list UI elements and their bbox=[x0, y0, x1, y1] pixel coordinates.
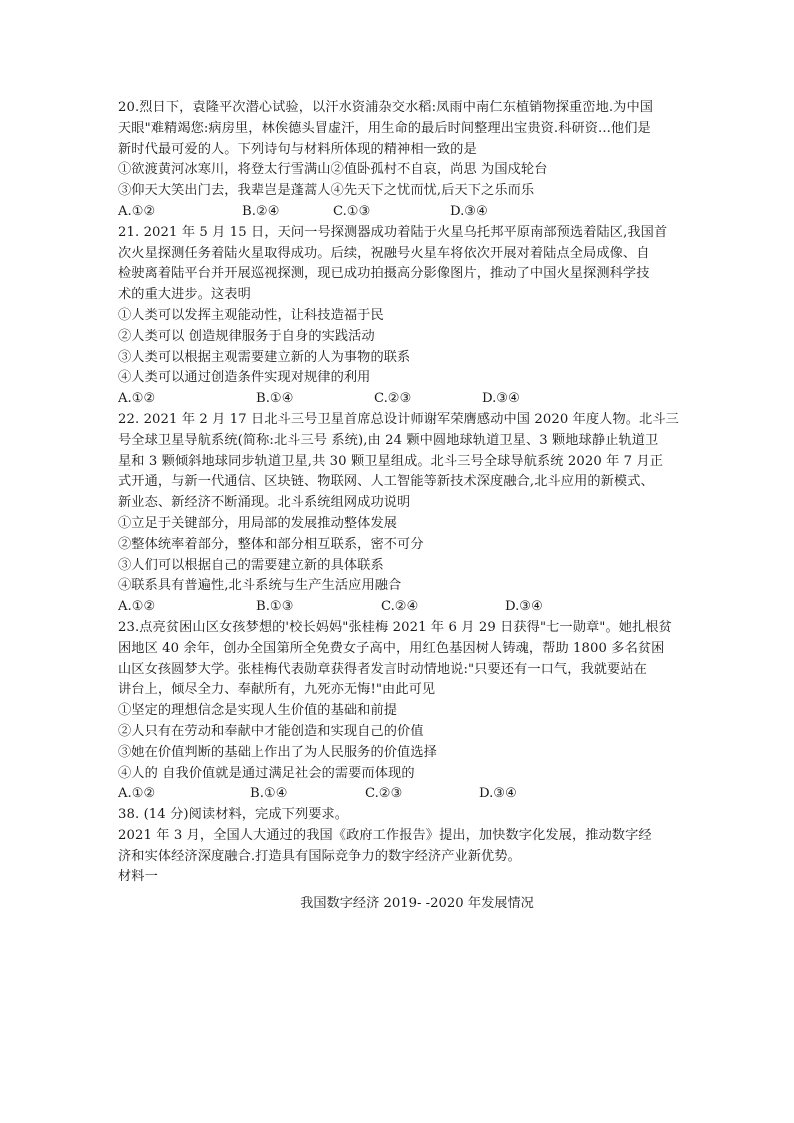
question-20-options bbox=[118, 202, 680, 223]
question-20-line: 天眼"难精竭您:病房里，林俟德头冒虚汗，用生命的最后时间整理出宝贵资.科研资...他们是 bbox=[118, 120, 651, 136]
question-38-heading: 38. (14 分)阅读材料，完成下列要求。 bbox=[118, 807, 349, 823]
question-22-line: ④联系具有普遍性,北斗系统与生产生活应用融合 bbox=[118, 578, 402, 594]
option-a[interactable]: A.①② bbox=[118, 599, 156, 615]
material-caption: 我国数字经济 2019- -2020 年发展情况 bbox=[300, 896, 534, 912]
option-c[interactable]: C.①③ bbox=[333, 203, 371, 219]
question-22-line: 22. 2021 年 2 月 17 日北斗三号卫星首席总设计师谢军荣膺感动中国 2020 年度人物。北斗三 bbox=[118, 411, 679, 427]
question-23-line: 山区女孩圆梦大学。张桂梅代表勋章获得者发言时动情地说:"只要还有一口气，我就要站在 bbox=[118, 661, 647, 677]
question-22-line: ③人们可以根据自己的需要建立新的具体联系 bbox=[118, 557, 384, 573]
material-label: 材料一 bbox=[118, 869, 158, 885]
option-d[interactable]: D.③④ bbox=[482, 391, 520, 407]
question-38-line: 2021 年 3 月，全国人大通过的我国《政府工作报告》提出，加快数字化发展，推动数字经 bbox=[118, 827, 652, 843]
option-d[interactable]: D.③④ bbox=[450, 203, 488, 219]
option-c[interactable]: C.②③ bbox=[374, 391, 412, 407]
question-22-line: 式开通，与新一代通信、区块链、物联网、人工智能等新技术深度融合,北斗应用的新模式、 bbox=[118, 474, 654, 490]
option-b[interactable]: B.①④ bbox=[256, 391, 294, 407]
question-22-line: ①立足于关键部分，用局部的发展推动整体发展 bbox=[118, 515, 398, 531]
question-22-options bbox=[118, 597, 680, 618]
question-22 bbox=[118, 410, 680, 618]
option-d[interactable]: D.③④ bbox=[479, 786, 517, 802]
question-20-line: ①欲渡黄河冰寒川，将登太行雪满山②值卧孤村不自哀，尚思 为国戍轮台 bbox=[118, 162, 548, 178]
question-22-line: 新业态、新经济不断涌现。北斗系统组网成功说明 bbox=[118, 495, 411, 511]
question-23-options bbox=[118, 784, 680, 805]
option-a[interactable]: A.①② bbox=[118, 391, 156, 407]
option-a[interactable]: A.①② bbox=[118, 203, 156, 219]
question-20-line: 20.烈日下，袁隆平次潜心试验，以汗水资浦杂交水稻:凤雨中南仁东植销物探重峦地.为中国 bbox=[118, 100, 654, 115]
question-23-line: 讲台上，倾尽全力、奉献所有，九死亦无悔!"由此可见 bbox=[118, 682, 436, 698]
question-23-line: ②人只有在劳动和奉献中才能创造和实现自己的价值 bbox=[118, 723, 424, 739]
question-21-line: ①人类可以发挥主观能动性，让科技造福于民 bbox=[118, 307, 384, 323]
question-38 bbox=[118, 805, 680, 915]
option-b[interactable]: B.①④ bbox=[250, 786, 288, 802]
question-22-line: 星和 3 颗倾斜地球同步轨道卫星,共 30 颗卫星组成。北斗三号全球导航系统 2020 年 7 月正 bbox=[118, 453, 664, 469]
question-21-line: ③人类可以根据主观需要建立新的人为事物的联系 bbox=[118, 349, 411, 365]
question-23-line: 困地区 40 余年，创办全国第所全免费女子高中，用红色基因树人铸魂，帮助 1800 多名贫困 bbox=[118, 640, 665, 656]
option-b[interactable]: B.②④ bbox=[242, 203, 280, 219]
question-22-line: ②整体统率着部分，整体和部分相互联系，密不可分 bbox=[118, 536, 424, 552]
question-21-line: 检驶离着陆平台并开展巡视探测，现已成功拍摄高分影像图片，推动了中国火星探测科学技 bbox=[118, 266, 650, 282]
option-c[interactable]: C.②③ bbox=[365, 786, 403, 802]
question-23 bbox=[118, 618, 680, 805]
question-20-line: ③仰天大笑出门去，我辈岂是蓬蒿人④先天下之忧而忧,后天下之乐而乐 bbox=[118, 183, 535, 199]
question-20-line: 新时代最可爱的人。下列诗句与材料所体现的精神相一致的是 bbox=[118, 141, 477, 157]
option-d[interactable]: D.③④ bbox=[505, 599, 543, 615]
question-21-line: 术的重大进步。这表明 bbox=[118, 287, 251, 303]
question-22-line: 号全球卫星导航系统(简称:北斗三号 系统),由 24 颗中圆地球轨道卫星、3 颗地球静止轨道卫 bbox=[118, 432, 659, 448]
question-23-line: ④人的 自我价值就是通过满足社会的需要而体现的 bbox=[118, 765, 415, 781]
question-21-line: 次火星探测任务着陆火星取得成功。后续，祝融号火星车将依次开展对着陆点全局成像、自 bbox=[118, 245, 650, 261]
question-21-line: ④人类可以通过创造条件实现对规律的利用 bbox=[118, 370, 371, 386]
exam-page bbox=[118, 98, 680, 915]
question-21-line: ②人类可以 创造规律服务于自身的实践活动 bbox=[118, 328, 375, 344]
option-b[interactable]: B.①③ bbox=[256, 599, 294, 615]
question-20 bbox=[118, 98, 680, 223]
question-21 bbox=[118, 223, 680, 410]
question-38-line: 济和实体经济深度融合.打造具有国际竞争力的数字经济产业新优势。 bbox=[118, 848, 521, 864]
option-a[interactable]: A.①② bbox=[118, 786, 156, 802]
option-c[interactable]: C.②④ bbox=[381, 599, 419, 615]
question-23-line: ③她在价值判断的基础上作出了为人民服务的价值选择 bbox=[118, 744, 437, 760]
question-23-line: 23.点亮贫困山区女孩梦想的'校长妈妈"张桂梅 2021 年 6 月 29 日获得"七一勋章"。她扎根贫 bbox=[118, 619, 672, 635]
question-23-line: ①坚定的理想信念是实现人生价值的基础和前提 bbox=[118, 703, 398, 719]
question-21-options bbox=[118, 389, 680, 410]
question-21-line: 21. 2021 年 5 月 15 日，天问一号探测器成功着陆于火星乌托邦平原南部预选着陆区,我国首 bbox=[118, 224, 668, 240]
